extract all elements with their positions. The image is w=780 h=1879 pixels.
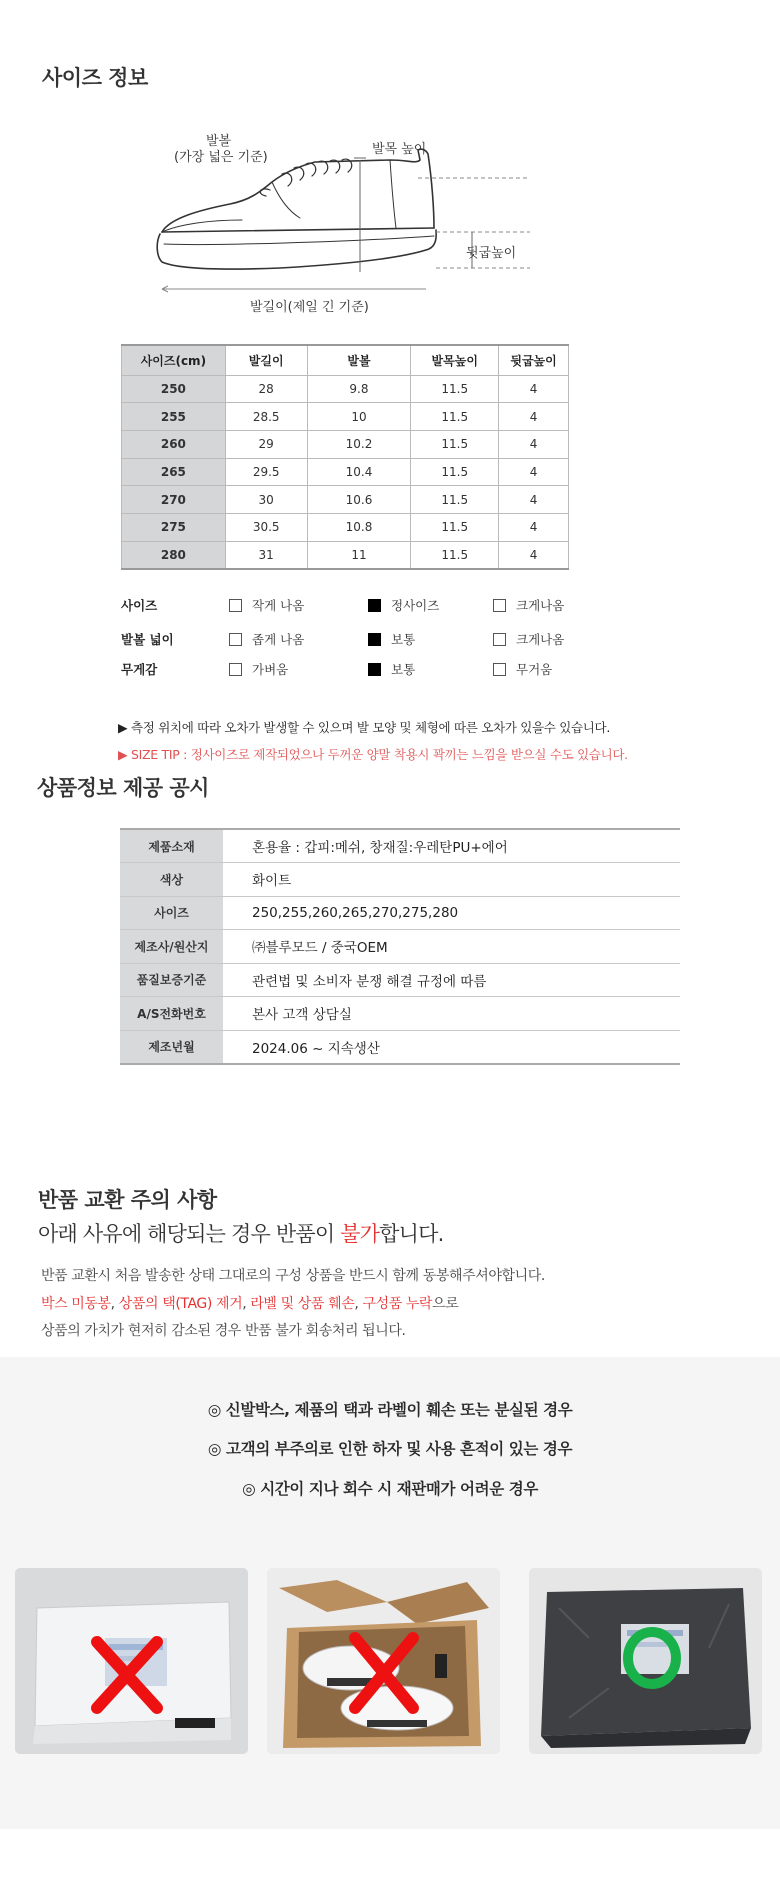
photo-package-ok (529, 1568, 762, 1754)
table-cell: 10.4 (307, 458, 411, 486)
subtitle-highlight: 불가 (340, 1222, 380, 1246)
table-cell: 4 (499, 513, 569, 541)
table-row (120, 896, 680, 930)
table-cell: 10 (307, 403, 411, 431)
info-value: 250,255,260,265,270,275,280 (223, 896, 680, 930)
table-cell: 11.5 (411, 486, 499, 514)
fit-option-label: 보통 (391, 632, 416, 647)
package-photo-icon (529, 1568, 762, 1754)
table-cell: 11.5 (411, 403, 499, 431)
header-cell: 발목높이 (411, 345, 499, 375)
table-cell: 260 (122, 430, 226, 458)
return-condition: ◎ 시간이 지나 회수 시 재판매가 어려운 경우 (242, 1480, 538, 1498)
fit-option (229, 630, 304, 648)
table-cell: 9.8 (307, 375, 411, 403)
ball-label: 발볼 (206, 134, 232, 149)
table-cell: 4 (499, 403, 569, 431)
fit-option (493, 660, 552, 678)
fit-option-label: 크게나옴 (516, 598, 565, 613)
returns-sep: , (110, 1296, 119, 1312)
checkbox-icon (229, 633, 242, 646)
return-condition: ◎ 신발박스, 제품의 택과 라벨이 훼손 또는 분실된 경우 (207, 1401, 573, 1419)
checkbox-icon (229, 663, 242, 676)
table-cell: 11.5 (411, 458, 499, 486)
table-cell: 11.5 (411, 430, 499, 458)
subtitle-text: 합니다. (379, 1222, 444, 1246)
returns-line-1: 반품 교환시 처음 발송한 상태 그대로의 구성 상품을 반드시 함께 동봉해주셔야합니다. (41, 1268, 545, 1284)
size-tip-note: ▶ SIZE TIP : 정사이즈로 제작되었으나 두꺼운 양말 착용시 꽉끼는 느낌을 받으실 수도 있습니다. (118, 747, 628, 762)
table-row (122, 486, 569, 514)
info-key: 사이즈 (120, 896, 223, 930)
table-cell: 30.5 (225, 513, 307, 541)
returns-keyword: 박스 미동봉 (41, 1296, 111, 1312)
table-cell: 270 (122, 486, 226, 514)
subtitle-text: 아래 사유에 해당되는 경우 반품이 (38, 1222, 341, 1246)
checkbox-checked-icon (368, 663, 381, 676)
table-row (120, 997, 680, 1031)
info-value: ㈜블루모드 / 중국OEM (223, 930, 680, 964)
info-key: 제품소재 (120, 829, 223, 863)
returns-keyword: 라벨 및 상품 훼손 (250, 1296, 355, 1312)
fit-row-weight (121, 660, 641, 680)
header-cell: 발길이 (225, 345, 307, 375)
fit-option (493, 630, 564, 648)
info-key: 색상 (120, 863, 223, 897)
table-row (120, 963, 680, 997)
fit-option (368, 630, 415, 648)
photo-box-damaged (15, 1568, 248, 1754)
return-condition: ◎ 고객의 부주의로 인한 하자 및 사용 흔적이 있는 경우 (207, 1440, 573, 1458)
table-cell: 28.5 (225, 403, 307, 431)
table-cell: 10.2 (307, 430, 411, 458)
shoe-diagram (150, 120, 550, 330)
info-value: 관련법 및 소비자 분쟁 해결 규정에 따름 (223, 963, 680, 997)
table-cell: 280 (122, 541, 226, 569)
table-cell: 11 (307, 541, 411, 569)
returns-title: 반품 교환 주의 사항 (38, 1188, 217, 1212)
table-cell: 11.5 (411, 541, 499, 569)
checkbox-checked-icon (368, 633, 381, 646)
fit-label: 사이즈 (121, 598, 158, 613)
fit-option (493, 596, 564, 614)
table-row (122, 458, 569, 486)
returns-sep: , (354, 1296, 363, 1312)
fit-row-width (121, 630, 641, 650)
returns-subtitle (38, 1218, 444, 1248)
returns-keyword: 구성품 누락 (362, 1296, 433, 1312)
fit-option-label: 크게나옴 (516, 632, 565, 647)
checkbox-icon (493, 633, 506, 646)
table-cell: 11.5 (411, 513, 499, 541)
table-row (120, 829, 680, 863)
table-row (122, 430, 569, 458)
fit-option-label: 좁게 나옴 (252, 632, 305, 647)
checkbox-icon (493, 599, 506, 612)
info-value: 화이트 (223, 863, 680, 897)
fit-option-label: 작게 나옴 (252, 598, 305, 613)
table-cell: 30 (225, 486, 307, 514)
returns-line-3: 상품의 가치가 현저히 감소된 경우 반품 불가 회송처리 됩니다. (41, 1323, 406, 1339)
info-key: 제조년월 (120, 1030, 223, 1064)
table-cell: 255 (122, 403, 226, 431)
size-table (121, 344, 569, 570)
checkbox-icon (493, 663, 506, 676)
table-cell: 4 (499, 486, 569, 514)
checkbox-checked-icon (368, 599, 381, 612)
table-row (122, 513, 569, 541)
table-row (122, 375, 569, 403)
heel-height-label: 뒷굽높이 (466, 246, 517, 261)
fit-option-label: 정사이즈 (391, 598, 440, 613)
header-cell: 발볼 (307, 345, 411, 375)
checkbox-icon (229, 599, 242, 612)
table-row (120, 863, 680, 897)
table-row (120, 1030, 680, 1064)
foot-length-label: 발길이(제일 긴 기준) (250, 300, 369, 315)
table-cell: 275 (122, 513, 226, 541)
table-cell: 10.8 (307, 513, 411, 541)
fit-option (229, 660, 288, 678)
info-value: 2024.06 ~ 지속생산 (223, 1030, 680, 1064)
fit-option (368, 660, 415, 678)
ball-note: (가장 넓은 기준) (174, 150, 268, 165)
returns-line-2 (41, 1293, 458, 1313)
table-row (122, 403, 569, 431)
info-key: A/S전화번호 (120, 997, 223, 1031)
size-table-header (122, 345, 569, 375)
measure-note: ▶ 측정 위치에 따라 오차가 발생할 수 있으며 발 모양 및 체형에 따른 오차가 있을수 있습니다. (118, 720, 610, 735)
header-cell: 사이즈(cm) (122, 345, 226, 375)
returns-keyword: 상품의 택(TAG) 제거 (118, 1296, 243, 1312)
table-cell: 31 (225, 541, 307, 569)
table-cell: 4 (499, 541, 569, 569)
fit-option-label: 무거움 (516, 662, 553, 677)
table-cell: 4 (499, 458, 569, 486)
fit-label: 무게감 (121, 662, 158, 677)
returns-sep: 으로 (432, 1296, 459, 1312)
fit-option-label: 가벼움 (252, 662, 289, 677)
table-cell: 250 (122, 375, 226, 403)
info-key: 제조사/원산지 (120, 930, 223, 964)
fit-option-label: 보통 (391, 662, 416, 677)
table-cell: 29 (225, 430, 307, 458)
open-box-photo-icon (267, 1568, 500, 1754)
table-cell: 28 (225, 375, 307, 403)
size-info-title: 사이즈 정보 (42, 66, 148, 90)
fit-option (368, 596, 439, 614)
table-cell: 11.5 (411, 375, 499, 403)
info-value: 본사 고객 상담실 (223, 997, 680, 1031)
info-key: 품질보증기준 (120, 963, 223, 997)
shoebox-photo-icon (15, 1568, 248, 1754)
table-cell: 29.5 (225, 458, 307, 486)
table-row (122, 541, 569, 569)
table-cell: 4 (499, 430, 569, 458)
fit-row-size (121, 596, 641, 616)
ankle-height-label: 발목 높이 (372, 142, 427, 157)
product-info-table (120, 828, 680, 1065)
fit-label: 발볼 넓이 (121, 632, 174, 647)
photo-shoes-used (267, 1568, 500, 1754)
header-cell: 뒷굽높이 (499, 345, 569, 375)
product-info-title: 상품정보 제공 공시 (37, 776, 209, 800)
table-cell: 265 (122, 458, 226, 486)
table-cell: 10.6 (307, 486, 411, 514)
table-cell: 4 (499, 375, 569, 403)
info-value: 혼용율 : 갑피:메쉬, 창재질:우레탄PU+에어 (223, 829, 680, 863)
returns-sep: , (242, 1296, 251, 1312)
fit-option (229, 596, 304, 614)
table-row (120, 930, 680, 964)
